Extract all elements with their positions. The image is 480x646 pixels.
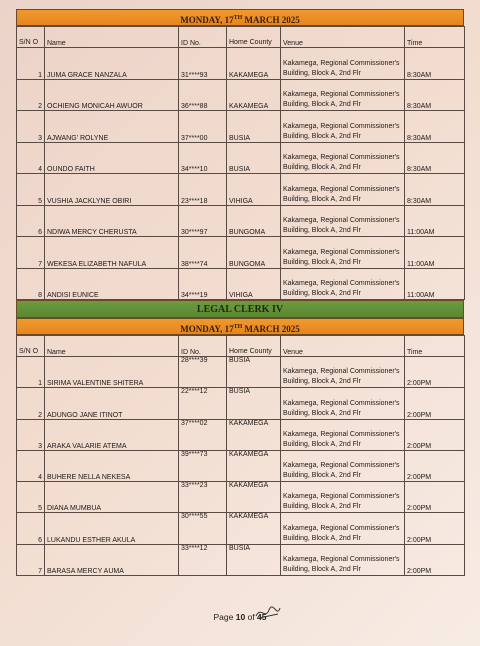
cell-time: 8:30AM bbox=[405, 48, 465, 80]
cell-sn: 6 bbox=[17, 205, 45, 237]
cell-venue: Kakamega, Regional Commissioner's Building, Block A, 2nd Flr bbox=[281, 237, 405, 269]
col-time-header: Time bbox=[405, 336, 465, 357]
cell-sn: 5 bbox=[17, 482, 45, 513]
table-row bbox=[17, 388, 465, 419]
page-mid: of bbox=[245, 612, 258, 622]
signature-mark bbox=[253, 604, 283, 622]
col-county-header: Home County bbox=[227, 336, 281, 357]
cell-name: DIANA MUMBUA bbox=[45, 482, 179, 513]
cell-sn: 1 bbox=[17, 357, 45, 388]
cell-name: VUSHIA JACKLYNE OBIRI bbox=[45, 174, 179, 206]
cell-venue: Kakamega, Regional Commissioner's Building, Block A, 2nd Flr bbox=[281, 450, 405, 481]
schedule-sheet bbox=[16, 9, 464, 576]
col-sn-header: S/N O bbox=[17, 27, 45, 48]
cell-id: 31****93 bbox=[179, 48, 227, 80]
page-prefix: Page bbox=[213, 612, 236, 622]
cell-venue: Kakamega, Regional Commissioner's Building, Block A, 2nd Flr bbox=[281, 419, 405, 450]
cell-name: BARASA MERCY AUMA bbox=[45, 544, 179, 575]
cell-name: OCHIENG MONICAH AWUOR bbox=[45, 79, 179, 111]
cell-county: KAKAMEGA bbox=[227, 79, 281, 111]
cell-sn: 7 bbox=[17, 544, 45, 575]
col-id-header: ID No. bbox=[179, 336, 227, 357]
table-row bbox=[17, 237, 465, 269]
cell-venue: Kakamega, Regional Commissioner's Building, Block A, 2nd Flr bbox=[281, 174, 405, 206]
cell-time: 2:00PM bbox=[405, 357, 465, 388]
col-county-header: Home County bbox=[227, 27, 281, 48]
cell-id: 36****88 bbox=[179, 79, 227, 111]
cell-id: 28****39 bbox=[179, 357, 227, 388]
cell-county: BUSIA bbox=[227, 544, 281, 575]
page-total: 45 bbox=[257, 612, 267, 622]
cell-time: 2:00PM bbox=[405, 544, 465, 575]
cell-county: KAKAMEGA bbox=[227, 482, 281, 513]
schedule-table-1 bbox=[16, 26, 465, 300]
cell-name: ANDISI EUNICE bbox=[45, 268, 179, 300]
cell-venue: Kakamega, Regional Commissioner's Building, Block A, 2nd Flr bbox=[281, 357, 405, 388]
table-row bbox=[17, 174, 465, 206]
table-row bbox=[17, 450, 465, 481]
cell-time: 2:00PM bbox=[405, 482, 465, 513]
cell-time: 11:00AM bbox=[405, 237, 465, 269]
cell-county: BUNGOMA bbox=[227, 237, 281, 269]
cell-venue: Kakamega, Regional Commissioner's Building, Block A, 2nd Flr bbox=[281, 48, 405, 80]
col-name-header: Name bbox=[45, 27, 179, 48]
cell-venue: Kakamega, Regional Commissioner's Building, Block A, 2nd Flr bbox=[281, 79, 405, 111]
cell-name: ARAKA VALARIE ATEMA bbox=[45, 419, 179, 450]
table-row bbox=[17, 79, 465, 111]
cell-county: VIHIGA bbox=[227, 268, 281, 300]
cell-id: 37****00 bbox=[179, 111, 227, 143]
col-time-header: Time bbox=[405, 27, 465, 48]
date-banner-2: MONDAY, 17TH MARCH 2025 bbox=[16, 318, 464, 335]
cell-time: 2:00PM bbox=[405, 388, 465, 419]
cell-venue: Kakamega, Regional Commissioner's Building, Block A, 2nd Flr bbox=[281, 205, 405, 237]
cell-sn: 2 bbox=[17, 388, 45, 419]
cell-id: 22****12 bbox=[179, 388, 227, 419]
cell-name: SIRIMA VALENTINE SHITERA bbox=[45, 357, 179, 388]
cell-sn: 4 bbox=[17, 142, 45, 174]
cell-venue: Kakamega, Regional Commissioner's Building, Block A, 2nd Flr bbox=[281, 388, 405, 419]
cell-county: KAKAMEGA bbox=[227, 419, 281, 450]
cell-id: 33****12 bbox=[179, 544, 227, 575]
title-banner: LEGAL CLERK IV bbox=[16, 300, 464, 318]
table-row bbox=[17, 544, 465, 575]
cell-sn: 3 bbox=[17, 111, 45, 143]
table-row bbox=[17, 419, 465, 450]
cell-id: 23****18 bbox=[179, 174, 227, 206]
cell-venue: Kakamega, Regional Commissioner's Building, Block A, 2nd Flr bbox=[281, 268, 405, 300]
cell-time: 11:00AM bbox=[405, 268, 465, 300]
cell-name: NDIWA MERCY CHERUSTA bbox=[45, 205, 179, 237]
cell-name: BUHERE NELLA NEKESA bbox=[45, 450, 179, 481]
cell-county: BUSIA bbox=[227, 388, 281, 419]
cell-name: JUMA GRACE NANZALA bbox=[45, 48, 179, 80]
col-venue-header: Venue bbox=[281, 336, 405, 357]
table-row bbox=[17, 513, 465, 544]
cell-id: 33****23 bbox=[179, 482, 227, 513]
cell-sn: 1 bbox=[17, 48, 45, 80]
cell-sn: 5 bbox=[17, 174, 45, 206]
cell-id: 30****55 bbox=[179, 513, 227, 544]
schedule-body-1 bbox=[17, 48, 465, 300]
col-id-header: ID No. bbox=[179, 27, 227, 48]
table-row bbox=[17, 205, 465, 237]
cell-sn: 8 bbox=[17, 268, 45, 300]
cell-name: ADUNGO JANE ITINOT bbox=[45, 388, 179, 419]
page-number: 10 bbox=[235, 612, 246, 622]
table-row bbox=[17, 357, 465, 388]
table-header-row bbox=[17, 27, 465, 48]
cell-name: LUKANDU ESTHER AKULA bbox=[45, 513, 179, 544]
cell-id: 37****02 bbox=[179, 419, 227, 450]
cell-county: BUNGOMA bbox=[227, 205, 281, 237]
cell-time: 2:00PM bbox=[405, 419, 465, 450]
cell-id: 34****10 bbox=[179, 142, 227, 174]
cell-time: 8:30AM bbox=[405, 79, 465, 111]
cell-sn: 4 bbox=[17, 450, 45, 481]
cell-county: KAKAMEGA bbox=[227, 513, 281, 544]
cell-time: 8:30AM bbox=[405, 111, 465, 143]
cell-time: 2:00PM bbox=[405, 513, 465, 544]
cell-county: KAKAMEGA bbox=[227, 450, 281, 481]
schedule-table-2 bbox=[16, 335, 465, 576]
cell-county: BUSIA bbox=[227, 111, 281, 143]
cell-sn: 6 bbox=[17, 513, 45, 544]
table-row bbox=[17, 48, 465, 80]
cell-county: VIHIGA bbox=[227, 174, 281, 206]
cell-time: 2:00PM bbox=[405, 450, 465, 481]
cell-sn: 2 bbox=[17, 79, 45, 111]
cell-sn: 3 bbox=[17, 419, 45, 450]
cell-name: WEKESA ELIZABETH NAFULA bbox=[45, 237, 179, 269]
col-sn-header: S/N O bbox=[17, 336, 45, 357]
schedule-body-2 bbox=[17, 357, 465, 576]
date-banner-1: MONDAY, 17TH MARCH 2025 bbox=[16, 9, 464, 26]
cell-name: OUNDO FAITH bbox=[45, 142, 179, 174]
cell-id: 34****19 bbox=[179, 268, 227, 300]
cell-venue: Kakamega, Regional Commissioner's Building, Block A, 2nd Flr bbox=[281, 544, 405, 575]
cell-time: 11:00AM bbox=[405, 205, 465, 237]
page-footer bbox=[0, 612, 480, 622]
col-venue-header: Venue bbox=[281, 27, 405, 48]
table-row bbox=[17, 268, 465, 300]
table-row bbox=[17, 482, 465, 513]
cell-time: 8:30AM bbox=[405, 142, 465, 174]
cell-id: 30****97 bbox=[179, 205, 227, 237]
cell-county: KAKAMEGA bbox=[227, 48, 281, 80]
cell-venue: Kakamega, Regional Commissioner's Building, Block A, 2nd Flr bbox=[281, 111, 405, 143]
cell-county: BUSIA bbox=[227, 357, 281, 388]
cell-venue: Kakamega, Regional Commissioner's Building, Block A, 2nd Flr bbox=[281, 482, 405, 513]
cell-time: 8:30AM bbox=[405, 174, 465, 206]
table-row bbox=[17, 142, 465, 174]
cell-venue: Kakamega, Regional Commissioner's Building, Block A, 2nd Flr bbox=[281, 142, 405, 174]
table-header-row bbox=[17, 336, 465, 357]
cell-name: AJWANG' ROLYNE bbox=[45, 111, 179, 143]
cell-sn: 7 bbox=[17, 237, 45, 269]
col-name-header: Name bbox=[45, 336, 179, 357]
cell-id: 39****73 bbox=[179, 450, 227, 481]
cell-county: BUSIA bbox=[227, 142, 281, 174]
table-row bbox=[17, 111, 465, 143]
cell-venue: Kakamega, Regional Commissioner's Building, Block A, 2nd Flr bbox=[281, 513, 405, 544]
cell-id: 38****74 bbox=[179, 237, 227, 269]
